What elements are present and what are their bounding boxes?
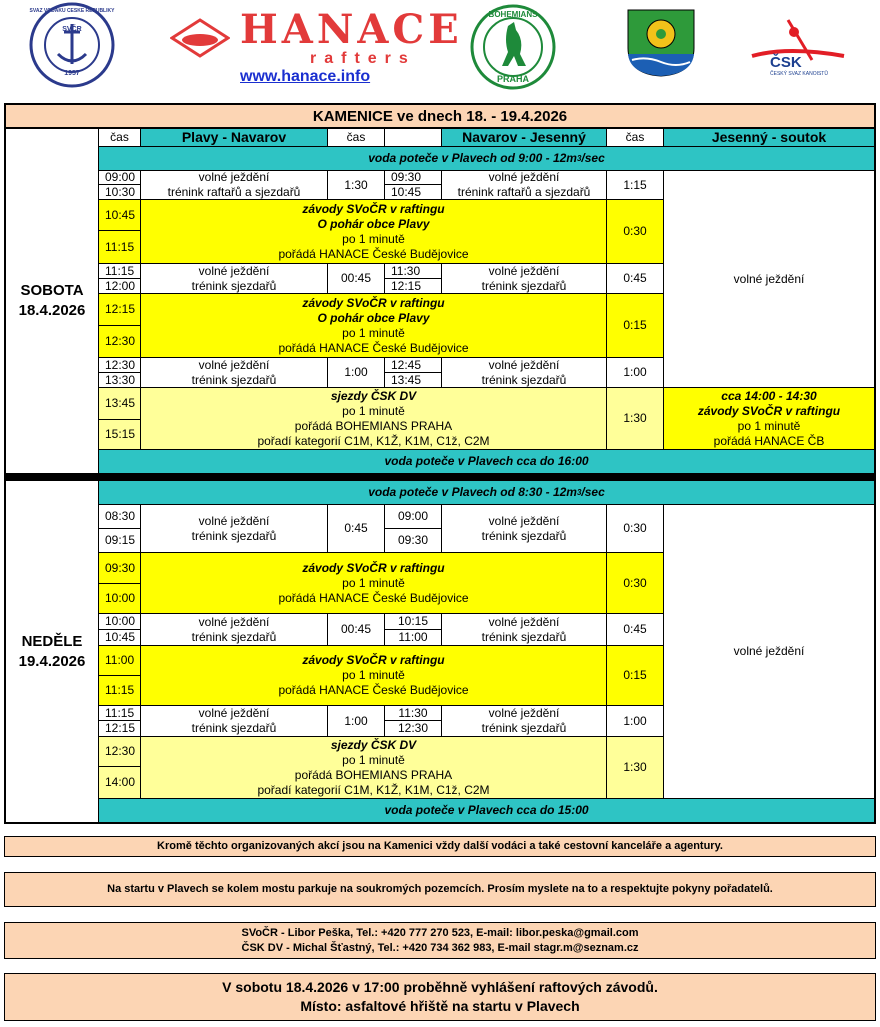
- raft-icon: [170, 18, 230, 58]
- header-jesenny: Jesenný - soutok: [663, 128, 875, 147]
- duration-cell: 0:45: [606, 263, 664, 294]
- svcr-ring-text: SVAZ VODÁKŮ ČESKÉ REPUBLIKY: [29, 8, 115, 14]
- duration-cell: 0:15: [606, 645, 664, 706]
- duration-cell: 1:00: [606, 705, 664, 737]
- time-cell: 09:15: [98, 528, 141, 553]
- time-cell: 09:30: [98, 552, 141, 584]
- time-cell: 12:00: [98, 278, 141, 294]
- duration-cell: 1:30: [327, 170, 385, 200]
- time-cell: 11:15: [98, 263, 141, 279]
- svcr-year: 1957: [64, 70, 80, 77]
- navarov-activity: volné ježdění trénink sjezdařů: [441, 263, 607, 294]
- logo-svcr: [24, 2, 120, 88]
- time-cell: 11:15: [98, 675, 141, 706]
- time-cell: 10:45: [98, 629, 141, 646]
- time-cell: 09:30: [384, 170, 442, 185]
- sunday-day: NEDĚLE: [21, 632, 83, 650]
- plavy-activity: volné ježdění trénink raftařů a sjezdařů: [140, 170, 328, 200]
- duration-cell: 00:45: [327, 263, 385, 294]
- plavy-activity: volné ježdění trénink sjezdařů: [140, 357, 328, 388]
- time-cell: 12:15: [384, 278, 442, 294]
- slalom-block: sjezdy ČSK DV po 1 minutě pořádá BOHEMIANS PRAHA pořadí kategorií C1M, K1Ž, K1M, C1ž, C2M: [140, 387, 607, 450]
- time-cell: 10:00: [98, 583, 141, 614]
- time-cell: 10:15: [384, 613, 442, 630]
- logo-hanace: [170, 6, 463, 70]
- time-cell: 13:30: [98, 372, 141, 388]
- jesenny-free-saturday: volné ježdění: [663, 170, 875, 388]
- header-cas-2: čas: [327, 128, 385, 147]
- navarov-activity: volné ježdění trénink sjezdařů: [441, 705, 607, 737]
- contact-csk: ČSK DV - Michal Šťastný, Tel.: +420 734 362 983, E-mail stagr.m@seznam.cz: [241, 941, 639, 954]
- contact-svocr: SVoČR - Libor Peška, Tel.: +420 777 270 523, E-mail: libor.peska@gmail.com: [241, 926, 639, 939]
- plavy-activity: volné ježdění trénink sjezdařů: [140, 504, 328, 553]
- duration-cell: 0:15: [606, 293, 664, 358]
- header-cas-1: čas: [98, 128, 141, 147]
- duration-cell: 1:00: [327, 357, 385, 388]
- time-cell: 15:15: [98, 419, 141, 450]
- time-cell: 12:45: [384, 357, 442, 373]
- sunday-water-end: voda poteče v Plavech cca do 15:00: [98, 798, 875, 823]
- duration-cell: 1:30: [606, 387, 664, 450]
- time-cell: 09:00: [98, 170, 141, 185]
- svcr-mid-text: SVČR: [62, 26, 82, 33]
- time-cell: 11:00: [98, 645, 141, 676]
- race-block: závody SVoČR v raftingu po 1 minutě pořádá HANACE České Budějovice: [140, 645, 607, 706]
- day-label-saturday: [5, 128, 99, 474]
- note-parking: Na startu v Plavech se kolem mostu parkuje na soukromých pozemcích. Prosím myslete na to a respektujte pokyny pořadatelů.: [4, 872, 876, 907]
- duration-cell: 00:45: [327, 613, 385, 646]
- time-cell: 11:30: [384, 705, 442, 721]
- time-cell: 12:30: [98, 736, 141, 767]
- duration-cell: 0:30: [606, 552, 664, 614]
- bohemians-bottom-text: PRAHA: [496, 74, 529, 84]
- time-cell: 12:15: [98, 720, 141, 737]
- csk-subtitle: ČESKÝ SVAZ KANOISTŮ: [770, 71, 828, 77]
- logo-coat-of-arms: [626, 8, 696, 78]
- time-cell: 14:00: [98, 766, 141, 799]
- logo-csk: [748, 16, 848, 82]
- jesenny-race-block: cca 14:00 - 14:30 závody SVoČR v raftingu po 1 minutě pořádá HANACE ČB: [663, 387, 875, 450]
- time-cell: 11:00: [384, 629, 442, 646]
- hanace-title: HANACE: [240, 6, 463, 53]
- csk-title: ČSK: [770, 54, 802, 71]
- race-block: závody SVoČR v raftingu po 1 minutě pořádá HANACE České Budějovice: [140, 552, 607, 614]
- time-cell: 11:30: [384, 263, 442, 279]
- time-cell: 11:15: [98, 705, 141, 721]
- contacts-box: [4, 922, 876, 959]
- duration-cell: 1:15: [606, 170, 664, 200]
- plavy-activity: volné ježdění trénink sjezdařů: [140, 705, 328, 737]
- saturday-water-end: voda poteče v Plavech cca do 16:00: [98, 449, 875, 474]
- duration-cell: 0:30: [606, 504, 664, 553]
- plavy-activity: volné ježdění trénink sjezdařů: [140, 613, 328, 646]
- jesenny-free-sunday: volné ježdění: [663, 504, 875, 799]
- hanace-url-link[interactable]: www.hanace.info: [240, 68, 371, 85]
- page-title: KAMENICE ve dnech 18. - 19.4.2026: [5, 104, 875, 128]
- duration-cell: 0:45: [606, 613, 664, 646]
- navarov-activity: volné ježdění trénink raftařů a sjezdařů: [441, 170, 607, 200]
- time-cell: 10:45: [384, 184, 442, 200]
- duration-cell: 0:30: [606, 199, 664, 264]
- time-cell: 09:30: [384, 528, 442, 553]
- time-cell: 13:45: [98, 387, 141, 420]
- duration-cell: 1:00: [327, 705, 385, 737]
- time-cell: 12:30: [98, 357, 141, 373]
- header-cas-3: čas: [606, 128, 664, 147]
- duration-cell: 0:45: [327, 504, 385, 553]
- plavy-activity: volné ježdění trénink sjezdařů: [140, 263, 328, 294]
- duration-cell: 1:00: [606, 357, 664, 388]
- award-time: V sobotu 18.4.2026 v 17:00 proběhně vyhlášení raftových závodů.: [222, 979, 658, 995]
- day-label-sunday: [5, 480, 99, 823]
- award-place: Místo: asfaltové hřiště na startu v Plavech: [300, 998, 580, 1014]
- bohemians-top-text: BOHEMIANS: [488, 10, 538, 19]
- saturday-date: 18.4.2026: [18, 302, 86, 319]
- slalom-block: sjezdy ČSK DV po 1 minutě pořádá BOHEMIANS PRAHA pořadí kategorií C1M, K1Ž, K1M, C1ž, C2M: [140, 736, 607, 799]
- time-cell: 10:00: [98, 613, 141, 630]
- time-cell: 08:30: [98, 504, 141, 529]
- time-cell: 12:30: [384, 720, 442, 737]
- time-cell: 12:15: [98, 293, 141, 326]
- saturday-day: SOBOTA: [20, 282, 84, 299]
- time-cell: 10:30: [98, 184, 141, 200]
- saturday-water-start: voda poteče v Plavech od 9:00 - 12m 3 /sec: [98, 146, 875, 171]
- hanace-subtitle: rafters: [310, 50, 416, 67]
- sunday-date: 19.4.2026: [18, 652, 86, 670]
- mill-wheel-crest-icon: [626, 8, 696, 78]
- time-cell: 12:30: [98, 325, 141, 358]
- header-blank: [384, 128, 442, 147]
- note-other-paddlers: Kromě těchto organizovaných akcí jsou na Kamenici vždy další vodáci a také cestovní kanceláře a agentury.: [4, 836, 876, 857]
- header-navarov: Navarov - Jesenný: [441, 128, 607, 147]
- award-ceremony-box: [4, 973, 876, 1021]
- sunday-water-start: voda poteče v Plavech od 8:30 - 12m 3 /sec: [98, 480, 875, 505]
- time-cell: 09:00: [384, 504, 442, 529]
- time-cell: 10:45: [98, 199, 141, 231]
- navarov-activity: volné ježdění trénink sjezdařů: [441, 357, 607, 388]
- race-block: závody SVoČR v raftingu O pohár obce Plavy po 1 minutě pořádá HANACE České Budějovice: [140, 293, 607, 358]
- time-cell: 13:45: [384, 372, 442, 388]
- logo-bohemians: [468, 4, 558, 90]
- header-plavy: Plavy - Navarov: [140, 128, 328, 147]
- duration-cell: 1:30: [606, 736, 664, 799]
- navarov-activity: volné ježdění trénink sjezdařů: [441, 613, 607, 646]
- time-cell: 11:15: [98, 230, 141, 264]
- navarov-activity: volné ježdění trénink sjezdařů: [441, 504, 607, 553]
- race-block: závody SVoČR v raftingu O pohár obce Plavy po 1 minutě pořádá HANACE České Budějovice: [140, 199, 607, 264]
